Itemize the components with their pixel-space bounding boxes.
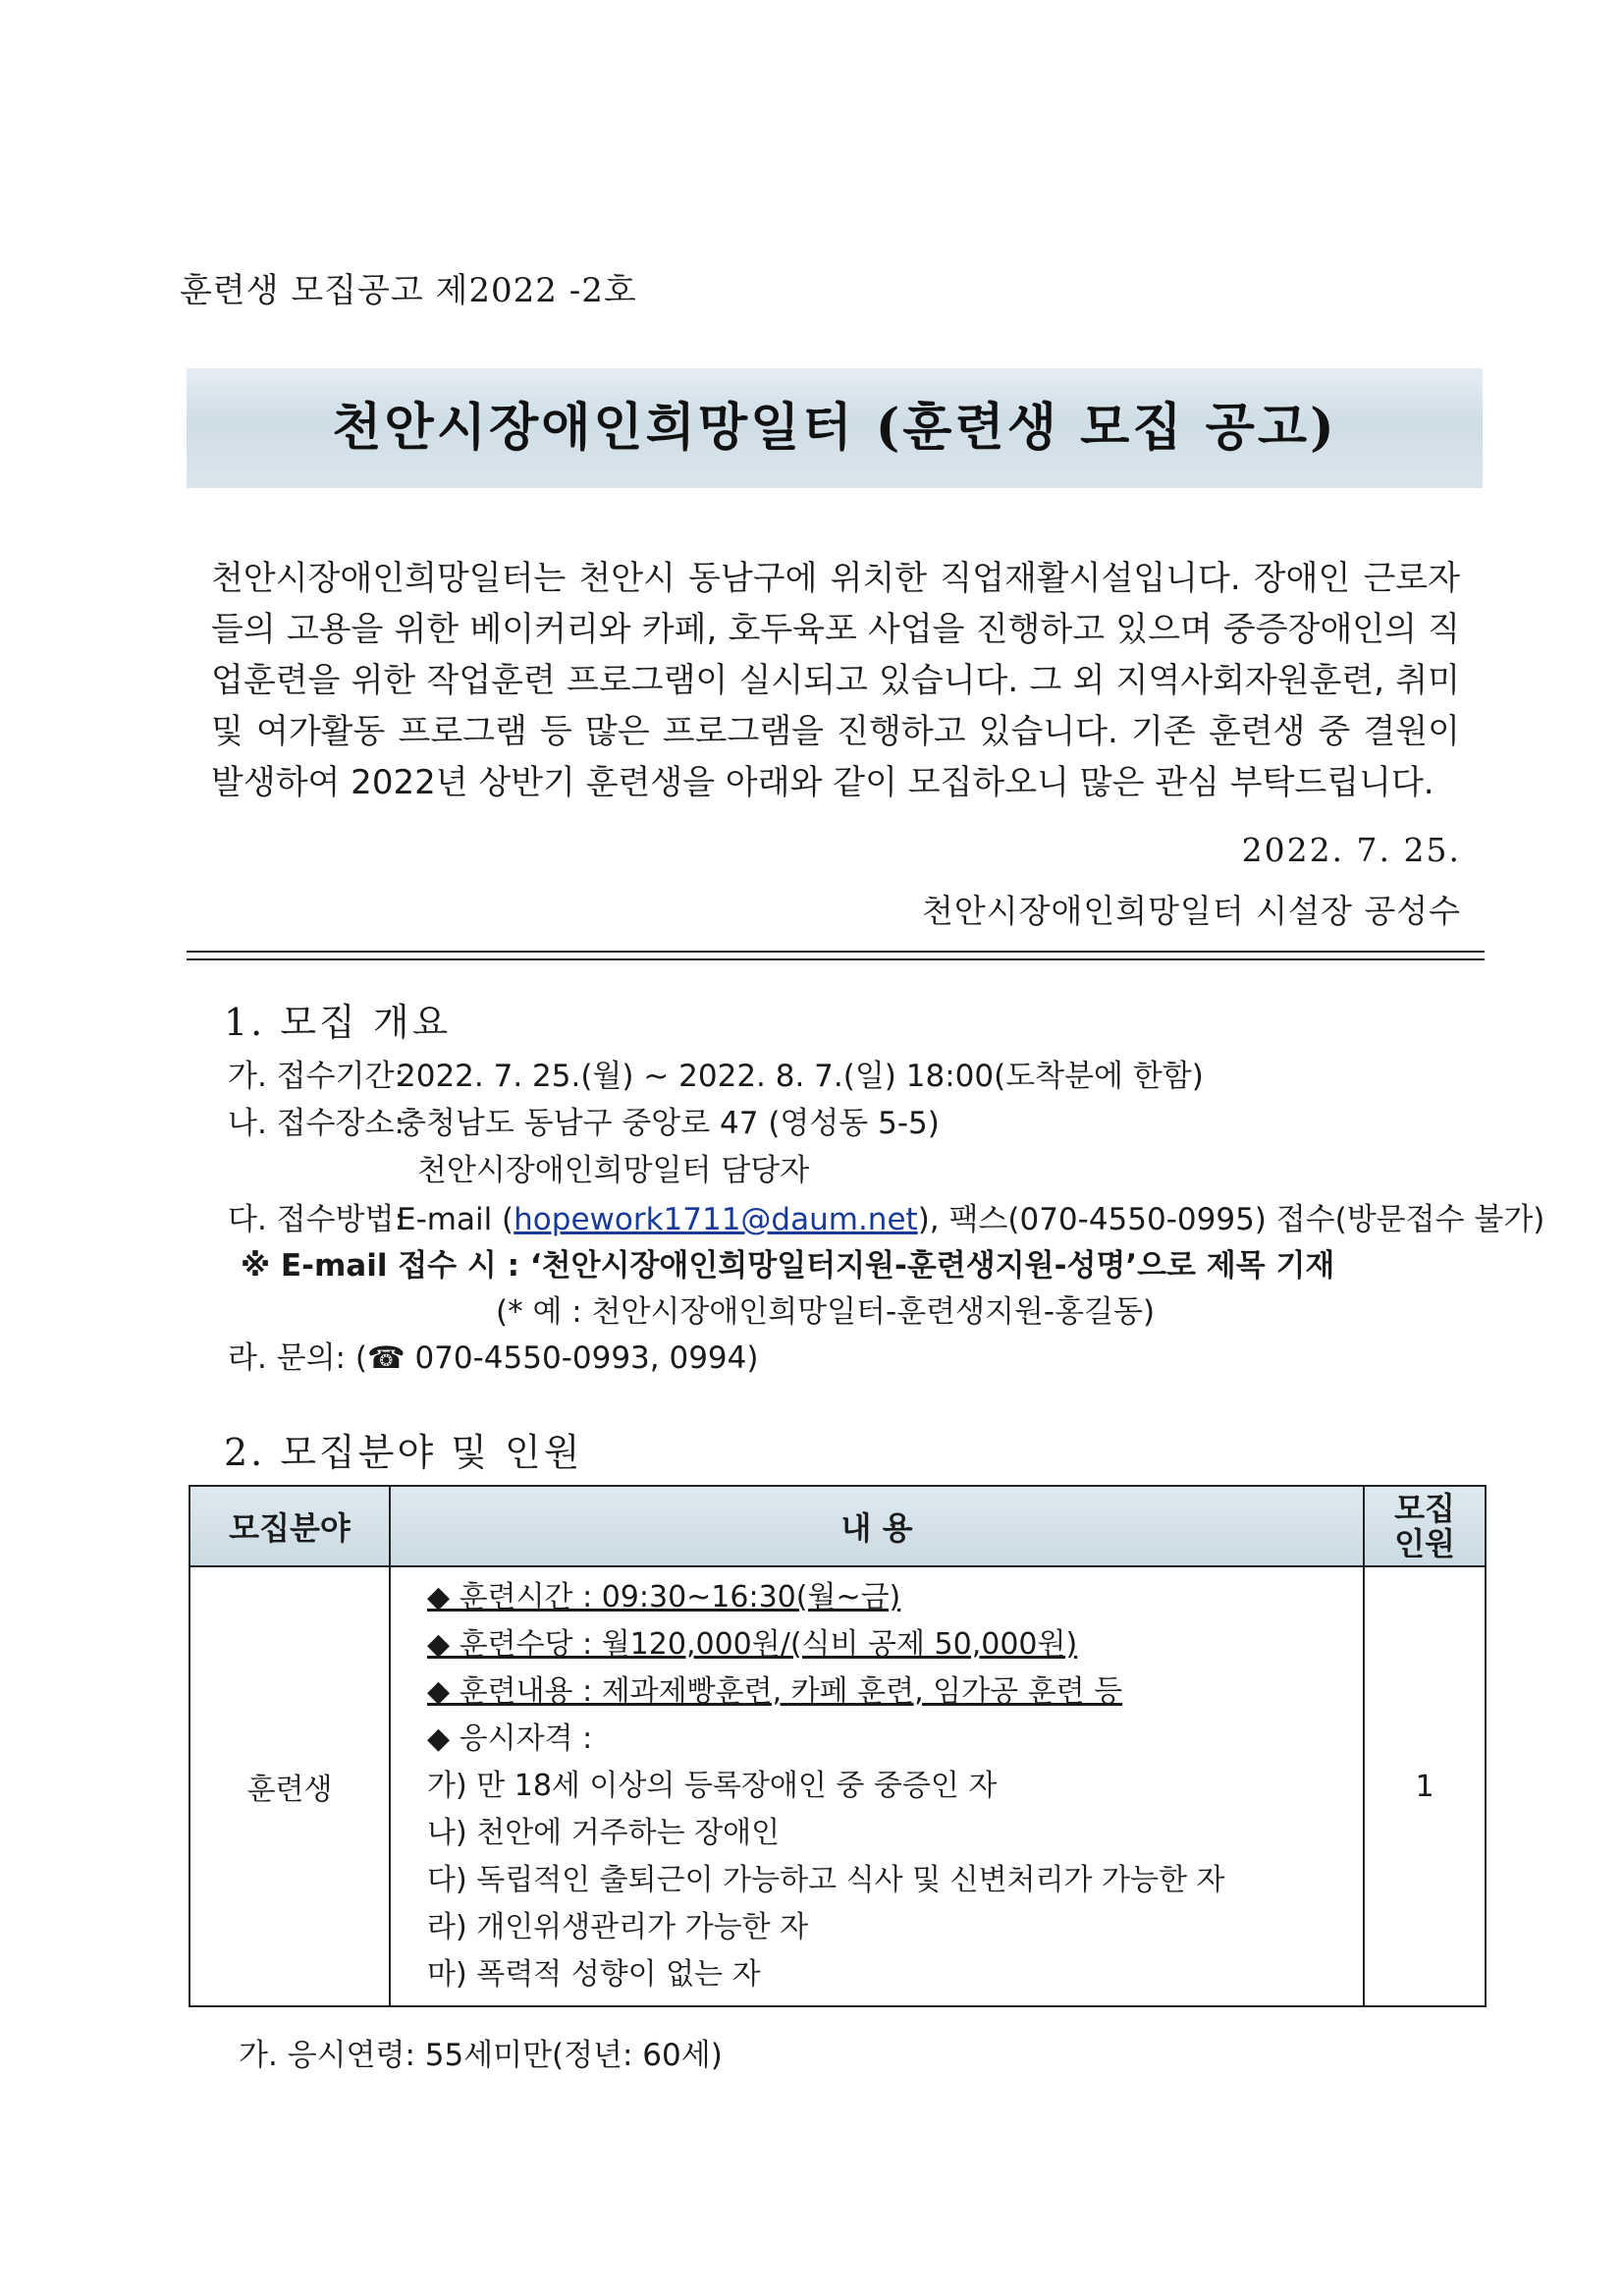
list-item: 가) 만 18세 이상의 등록장애인 중 중증인 자 (427, 1769, 998, 1803)
period-value: 2022. 7. 25.(월) ~ 2022. 8. 7.(일) 18:00(도착분에 한함) (397, 1059, 1204, 1094)
header-count-line1: 모집 (1394, 1490, 1455, 1527)
page-title: 천안시장애인희망일터 (훈련생 모집 공고) (332, 398, 1337, 458)
period-label: 가. 접수기간: (228, 1059, 405, 1094)
place-value: 충청남도 동남구 중앙로 47 (영성동 5-5) (397, 1106, 940, 1141)
notice-date: 2022. 7. 25. (1241, 831, 1461, 869)
list-item: 다) 독립적인 출퇴근이 가능하고 식사 및 신변처리가 가능한 자 (427, 1863, 1225, 1897)
period-row (228, 1051, 1204, 1095)
divider (187, 951, 1485, 953)
section-title-fields: 2. 모집분야 및 인원 (224, 1431, 583, 1474)
list-item: 나) 천안에 거주하는 장애인 (427, 1816, 781, 1850)
age-requirement: 가. 응시연령: 55세미만(정년: 60세) (239, 2038, 723, 2073)
list-item: ◆ 응시자격 : (427, 1722, 593, 1756)
email-note: ※ E-mail 접수 시 : ‘천안시장애인희망일터지원-훈련생지원-성명’으로 제목 기재 (241, 1248, 1335, 1284)
inquiry-open: ( (354, 1340, 367, 1376)
inquiry-value: 070-4550-0993, 0994) (414, 1340, 759, 1376)
method-prefix: E-mail ( (397, 1202, 514, 1237)
table-header-row (189, 1486, 1486, 1566)
place-row (228, 1098, 940, 1142)
count-cell: 1 (1364, 1566, 1486, 2006)
intro-paragraph: 천안시장애인희망일터는 천안시 동남구에 위치한 직업재활시설입니다. 장애인 근로자들의 고용을 위한 베이커리와 카페, 호두육포 사업을 진행하고 있으며 중증장애인의 직업훈련을 위한 작업훈련 프로그램이 실시되고 있습니다. 그 외 지역사회자원훈련, 취미 및 여가활동 프로그램 등 많은 프로그램을 진행하고 있습니다. 기존 훈련생 중 결원이 발생하여 2022년 상반기 훈련생을 아래와 같이 모집하오니 많은 관심 부탁드립니다. (211, 559, 1460, 802)
email-example: (* 예 : 천안시장애인희망일터-훈련생지원-홍길동) (496, 1294, 1156, 1330)
inquiry-label: 라. 문의: (228, 1340, 346, 1376)
place-label: 나. 접수장소: (228, 1106, 405, 1141)
section-title-overview: 1. 모집 개요 (224, 1001, 452, 1044)
content-cell (390, 1566, 1364, 2006)
method-suffix: ), 팩스(070-4550-0995) 접수(방문접수 불가) (917, 1202, 1545, 1237)
place-value-2: 천안시장애인희망일터 담당자 (417, 1153, 810, 1188)
header-content: 내 용 (390, 1486, 1364, 1566)
table-row (189, 1566, 1486, 2006)
header-count-line2: 인원 (1394, 1525, 1455, 1562)
recruit-table (189, 1485, 1487, 2007)
list-item: 마) 폭력적 성향이 없는 자 (427, 1957, 761, 1992)
method-label: 다. 접수방법: (228, 1202, 405, 1237)
divider (187, 958, 1485, 960)
content-list (392, 1568, 1362, 2004)
header-count (1364, 1486, 1486, 1566)
notice-number: 훈련생 모집공고 제2022 -2호 (180, 271, 637, 310)
list-item: ◆ 훈련내용 : 제과제빵훈련, 카페 훈련, 임가공 훈련 등 (427, 1674, 1123, 1709)
method-row (228, 1194, 1544, 1238)
email-link[interactable]: hopework1711@daum.net (514, 1202, 918, 1237)
header-field: 모집분야 (189, 1486, 390, 1566)
signer: 천안시장애인희망일터 시설장 공성수 (921, 892, 1461, 930)
title-banner (187, 368, 1483, 488)
list-item: ◆ 훈련수당 : 월120,000원/(식비 공제 50,000원) (427, 1627, 1078, 1662)
list-item: 라) 개인위생관리가 가능한 자 (427, 1910, 809, 1944)
inquiry-row (228, 1333, 758, 1377)
list-item: ◆ 훈련시간 : 09:30~16:30(월~금) (427, 1580, 901, 1614)
field-cell: 훈련생 (189, 1566, 390, 2006)
phone-icon: ☎ (366, 1340, 406, 1376)
